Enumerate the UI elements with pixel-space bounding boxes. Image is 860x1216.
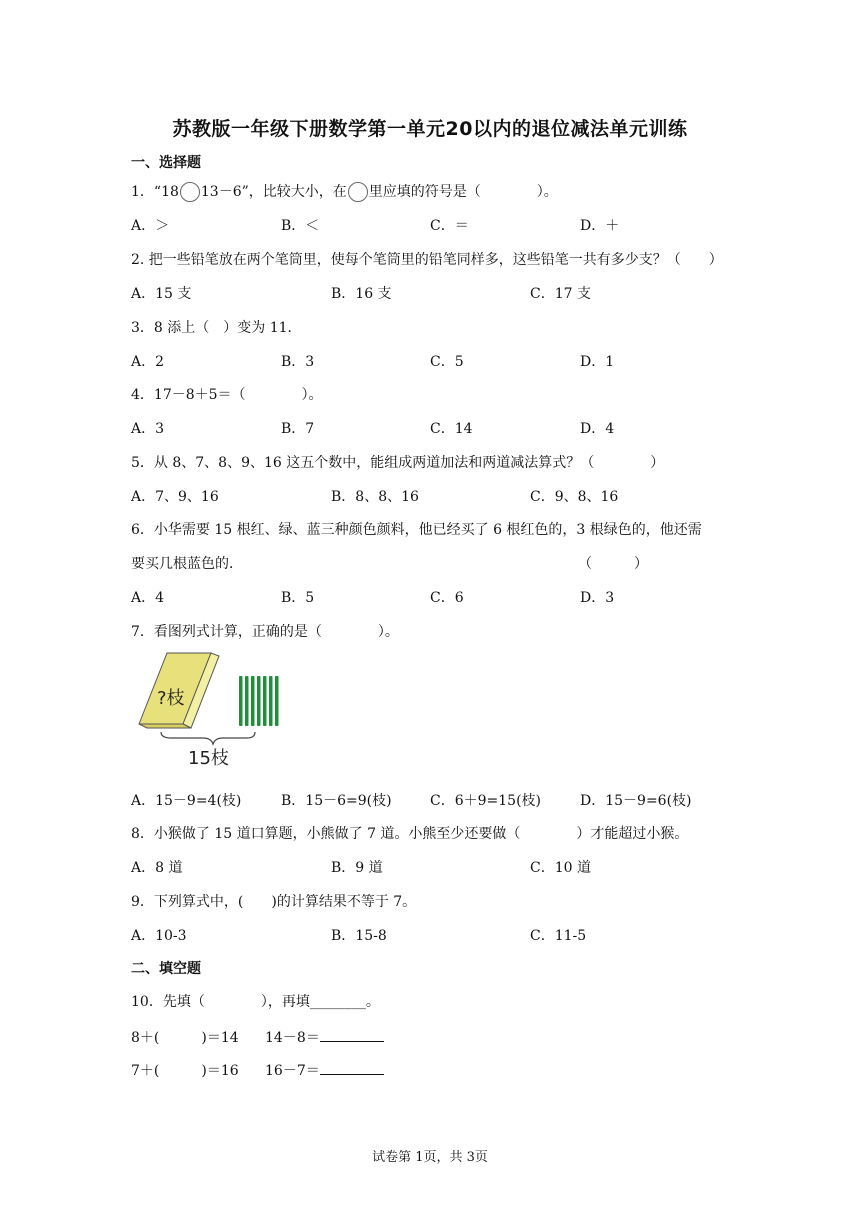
question-7: 7．看图列式计算，正确的是（ ）。	[131, 624, 399, 640]
question-4: 4．17－8＋5＝（ ）。	[131, 387, 323, 403]
q3-option-c[interactable]: C．5	[430, 354, 464, 370]
q8-option-c[interactable]: C．10 道	[530, 860, 591, 876]
q6-option-c[interactable]: C．6	[430, 590, 464, 606]
q10-row2-sub	[265, 1060, 384, 1080]
total-brace	[161, 732, 255, 744]
q8-option-b[interactable]: B．9 道	[331, 860, 383, 876]
q8-option-a[interactable]: A．8 道	[131, 860, 183, 876]
stick-icon	[269, 676, 273, 726]
question-8: 8．小猴做了 15 道口算题，小熊做了 7 道。小熊至少还要做（ ）才能超过小猴。	[131, 826, 689, 842]
section-heading-choice: 一、选择题	[131, 155, 201, 171]
q5-option-c[interactable]: C．9、8、16	[530, 489, 619, 505]
stick-icon	[251, 676, 255, 726]
pencil-box-bottom	[139, 724, 191, 728]
q9-option-c[interactable]: C．11-5	[530, 928, 587, 944]
q6-option-b[interactable]: B．5	[281, 590, 315, 606]
stick-icon	[275, 676, 279, 726]
compare-circle-icon	[180, 182, 200, 202]
q10-row1-add: 8＋( )＝14	[131, 1030, 239, 1046]
question-9: 9．下列算式中，( )的计算结果不等于 7。	[131, 894, 417, 910]
pencil-sticks	[239, 676, 279, 726]
page-title: 苏教版一年级下册数学第一单元20以内的退位减法单元训练	[172, 118, 688, 140]
q1-text-part2: 13－6”，比较大小，在	[200, 184, 347, 200]
q1-text-part3: 里应填的符号是（ ）。	[368, 184, 558, 200]
q1-text-part1: 1．“18	[131, 184, 179, 200]
q9-option-b[interactable]: B．15-8	[331, 928, 387, 944]
q7-option-d[interactable]: D．15－9=6(枝)	[580, 793, 692, 809]
q6-answer-paren: （ ）	[578, 556, 648, 572]
q1-option-d[interactable]: D．＋	[580, 218, 620, 234]
q10-row2-sub-text: 16－7＝	[265, 1063, 320, 1079]
question-5: 5．从 8、7、8、9、16 这五个数中，能组成两道加法和两道减法算式？（ ）	[131, 455, 665, 471]
pencils-figure	[131, 650, 291, 772]
q7-option-b[interactable]: B．15－6=9(枝)	[281, 793, 392, 809]
section-heading-fill: 二、填空题	[131, 961, 201, 977]
q3-option-b[interactable]: B．3	[281, 354, 315, 370]
q6-option-d[interactable]: D．3	[580, 590, 615, 606]
q4-option-b[interactable]: B．7	[281, 421, 315, 437]
q1-option-a[interactable]: A．＞	[131, 218, 170, 234]
question-3: 3．8 添上（ ）变为 11．	[131, 320, 302, 336]
q6-option-a[interactable]: A．4	[131, 590, 165, 606]
question-10: 10．先填（ ），再填________。	[131, 994, 380, 1010]
q1-option-b[interactable]: B．＜	[281, 218, 320, 234]
q2-option-a[interactable]: A．15 支	[131, 286, 192, 302]
q5-option-b[interactable]: B．8、8、16	[331, 489, 419, 505]
question-2: 2. 把一些铅笔放在两个笔筒里，使每个笔筒里的铅笔同样多，这些铅笔一共有多少支？（ ）	[131, 252, 723, 268]
stick-icon	[263, 676, 267, 726]
q5-option-a[interactable]: A．7、9、16	[131, 489, 219, 505]
q1-option-c[interactable]: C．＝	[430, 218, 469, 234]
total-label: 15枝	[188, 748, 229, 769]
q10-row1-sub	[265, 1027, 384, 1047]
question-6-line-1: 6．小华需要 15 根红、绿、蓝三种颜色颜料，他已经买了 6 根红色的，3 根绿色的，他还需	[131, 522, 702, 538]
q10-row2-answer-blank[interactable]	[320, 1062, 384, 1075]
stick-icon	[239, 676, 243, 726]
q7-option-c[interactable]: C．6＋9=15(枝)	[430, 793, 541, 809]
q7-option-a[interactable]: A．15－9=4(枝)	[131, 793, 242, 809]
question-6-line-2: 要买几根蓝色的．	[131, 556, 243, 572]
q10-row1-sub-text: 14－8＝	[265, 1030, 320, 1046]
compare-circle-icon	[348, 182, 368, 202]
page-footer: 试卷第 1页，共 3页	[372, 1150, 488, 1165]
q4-option-d[interactable]: D．4	[580, 421, 615, 437]
q10-row2-add: 7＋( )＝16	[131, 1063, 239, 1079]
q4-option-a[interactable]: A．3	[131, 421, 165, 437]
q3-option-a[interactable]: A．2	[131, 354, 165, 370]
stick-icon	[257, 676, 261, 726]
q10-row1-answer-blank[interactable]	[320, 1029, 384, 1042]
q9-option-a[interactable]: A．10-3	[131, 928, 187, 944]
q3-option-d[interactable]: D．1	[580, 354, 615, 370]
q2-option-c[interactable]: C．17 支	[530, 286, 591, 302]
stick-icon	[245, 676, 249, 726]
question-1	[131, 181, 558, 202]
pencil-box-label: ?枝	[157, 688, 185, 709]
q4-option-c[interactable]: C．14	[430, 421, 473, 437]
q2-option-b[interactable]: B．16 支	[331, 286, 392, 302]
